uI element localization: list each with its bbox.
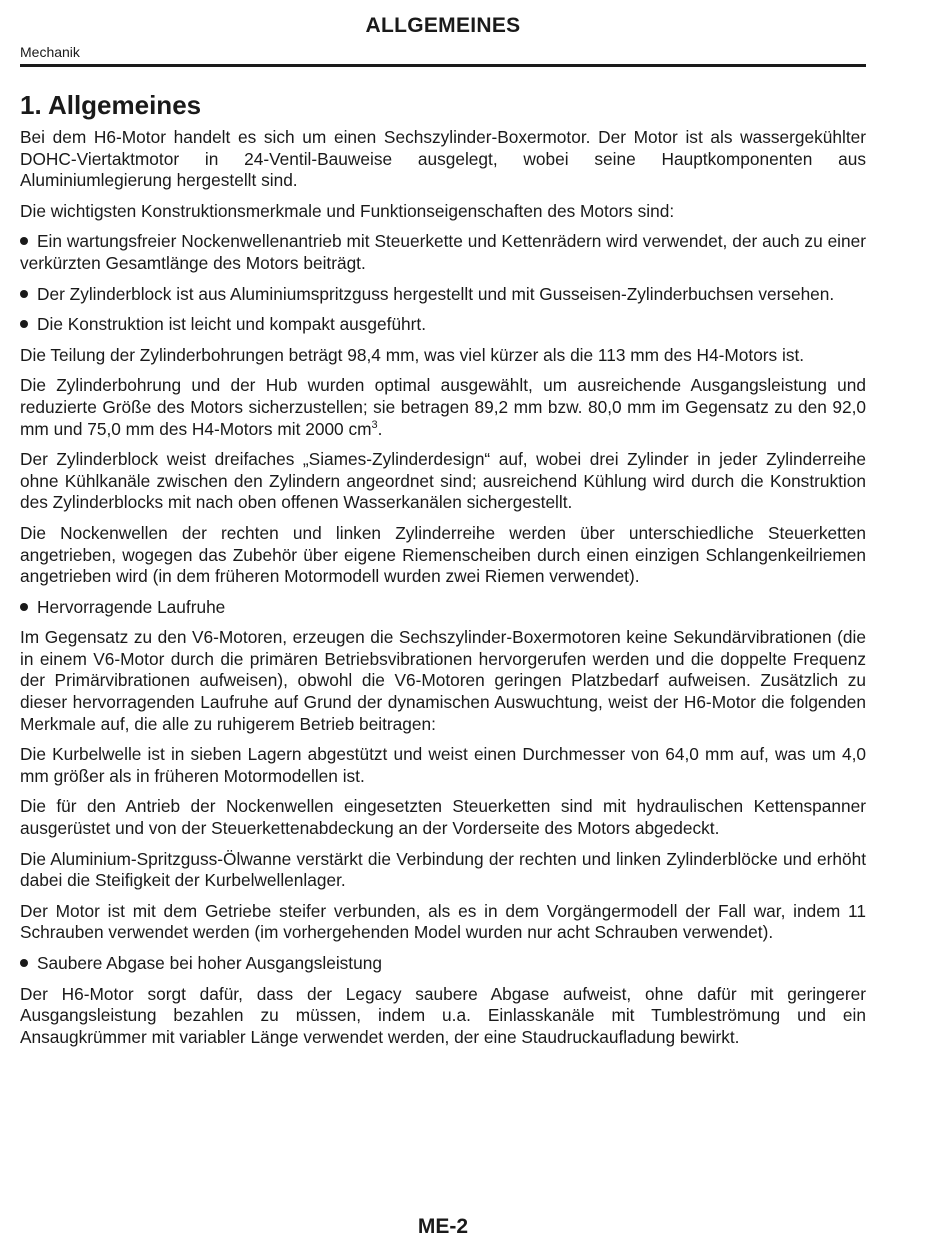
bullet-dot-icon	[20, 237, 28, 245]
paragraph: Im Gegensatz zu den V6-Motoren, erzeugen die Sechszylinder-Boxermotoren keine Sekundärvibrationen (die in einem V6-Motor durch die primären Betriebsvibrationen hervorgerufen werden und die doppelte Frequenz der Primärvibrationen aufweisen), obwohl die V6-Motoren geringen Platzbedarf aufweisen. Zusätzlich zu dieser hervorragenden Laufruhe auf Grund der dynamischen Auswuchtung, weist der H6-Motor die folgenden Merkmale auf, die alle zu ruhigerem Betrieb beitragen:	[20, 627, 866, 734]
page-header-title: ALLGEMEINES	[365, 14, 521, 37]
page-number: ME-2	[417, 1215, 469, 1238]
bullet-item: Der Zylinderblock ist aus Aluminiumspritzguss hergestellt und mit Gusseisen-Zylinderbuchsen versehen.	[20, 284, 866, 306]
paragraph: Die Kurbelwelle ist in sieben Lagern abgestützt und weist einen Durchmesser von 64,0 mm auf, was um 4,0 mm größer als in früheren Motormodellen ist.	[20, 744, 866, 786]
paragraph: Die wichtigsten Konstruktionsmerkmale und Funktionseigenschaften des Motors sind:	[20, 200, 675, 221]
bullet-dot-icon	[20, 290, 28, 298]
bullet-item: Die Konstruktion ist leicht und kompakt ausgeführt.	[20, 314, 866, 336]
bullet-item: Saubere Abgase bei hoher Ausgangsleistung	[20, 953, 866, 975]
paragraph: Die Nockenwellen der rechten und linken Zylinderreihe werden über unterschiedliche Steuerketten angetrieben, wogegen das Zubehör über eigene Riemenscheiben durch einen einzigen Schlangenkeilriemen angetrieben wird (in dem früheren Motormodell wurden zwei Riemen verwendet).	[20, 522, 866, 587]
bullet-dot-icon	[20, 959, 28, 967]
paragraph: Die für den Antrieb der Nockenwellen eingesetzten Steuerketten sind mit hydraulischen Kettenspanner ausgerüstet und von der Steuerkettenabdeckung an der Vorderseite des Motors abgedeckt.	[20, 796, 866, 839]
bullet-dot-icon	[20, 320, 28, 328]
paragraph: Die Zylinderbohrung und der Hub wurden optimal ausgewählt, um ausreichende Ausgangsleistung und reduzierte Größe des Motors sicherzustellen; sie betragen 89,2 mm bzw. 80,0 mm im Gegensatz zu den 92,0 mm und 75,0 mm des H4-Motors mit 2000 $cm^3$.	[20, 375, 866, 439]
bullet-item: Hervorragende Laufruhe	[20, 597, 866, 619]
bullet-item: Ein wartungsfreier Nockenwellenantrieb mit Steuerkette und Kettenrädern wird verwendet, der auch zu einer verkürzten Gesamtlänge des Motors beiträgt.	[20, 231, 866, 273]
bullet-dot-icon	[20, 603, 28, 611]
header-divider	[20, 64, 866, 67]
paragraph: Der Motor ist mit dem Getriebe steifer verbunden, als es in dem Vorgängermodell der Fall war, indem 11 Schrauben verwendet werden (im vorhergehenden Model wurden nur acht Schrauben verwendet).	[20, 900, 866, 943]
paragraph: Die Teilung der Zylinderbohrungen beträgt 98,4 mm, was viel kürzer als die 113 mm des H4-Motors ist.	[20, 344, 805, 365]
paragraph: Der H6-Motor sorgt dafür, dass der Legacy saubere Abgase aufweist, ohne dafür mit geringerer Ausgangsleistung bezahlen zu müssen, indem u.a. Einlasskanäle mit Tumbleströmung und ein Ansaugkrümmer mit variabler Länge verwendet werden, der eine Staudruckaufladung bewirkt.	[20, 983, 866, 1047]
page-header-section: Mechanik	[20, 44, 80, 60]
paragraph: Der Zylinderblock weist dreifaches „Siames-Zylinderdesign“ auf, wobei drei Zylinder in jeder Zylinderreihe ohne Kühlkanäle zwischen den Zylindern angeordnet sind; ausreichend Kühlung wird durch die Konstruktion des Zylinderblocks mit nach oben offenen Wasserkanälen sichergestellt.	[20, 449, 866, 513]
section-heading: 1. Allgemeines	[20, 90, 202, 120]
paragraph: Bei dem H6-Motor handelt es sich um einen Sechszylinder-Boxermotor. Der Motor ist als wassergekühlter DOHC-Viertaktmotor in 24-Ventil-Bauweise ausgelegt, wobei seine Hauptkomponenten aus Aluminiumlegierung hergestellt sind.	[20, 127, 866, 191]
superscript: 3	[371, 418, 378, 431]
paragraph: Die Aluminium-Spritzguss-Ölwanne verstärkt die Verbindung der rechten und linken Zylinderblöcke und erhöht dabei die Steifigkeit der Kurbelwellenlager.	[20, 848, 866, 891]
document-body	[20, 89, 866, 1057]
